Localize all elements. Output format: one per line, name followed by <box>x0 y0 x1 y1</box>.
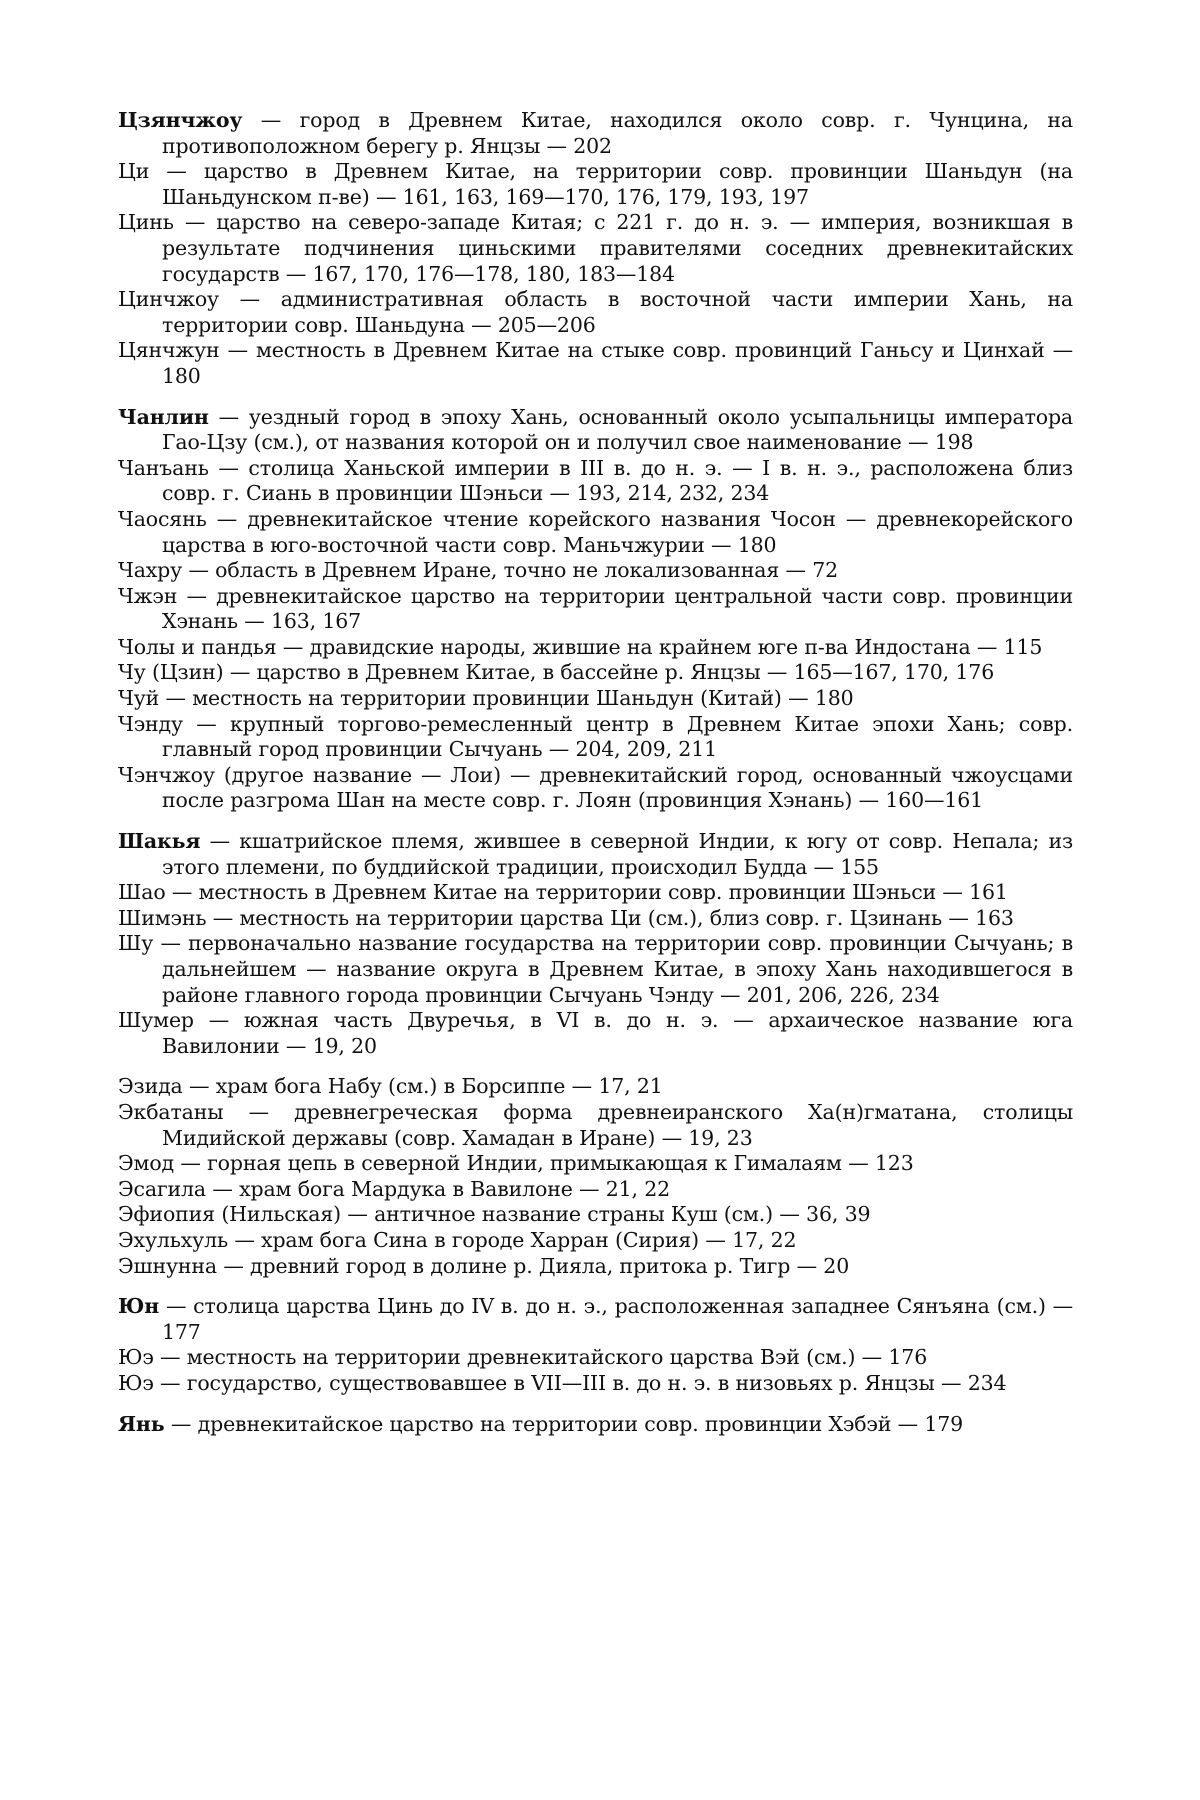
entry-term: Шумер <box>118 1008 194 1033</box>
index-entry <box>118 405 1073 456</box>
entry-text: — царство в Древнем Китае, на территории совр. провинции Шаньдун (на Шаньдунском п-ве) — 161, 163, 169—170, 176, 179, 193, 197 <box>149 159 1073 209</box>
entry-term: Юэ <box>118 1370 154 1395</box>
entry-text: — столица Ханьской империи в III в. до н. э. — I в. н. э., расположена близ совр. г. Сиань в провинции Шэньси — 193, 214, 232, 234 <box>162 455 1073 506</box>
entry-text: — горная цепь в северной Индии, примыкающая к Гималаям — 123 <box>174 1151 914 1176</box>
index-entry <box>118 1371 1073 1397</box>
entry-term: Шакья <box>118 829 201 854</box>
entry-term: Цинь <box>118 210 174 235</box>
index-entry <box>118 1177 1073 1203</box>
index-entry <box>118 712 1073 763</box>
index-entry <box>118 1228 1073 1254</box>
index-entry <box>118 1345 1073 1371</box>
entry-term: Чахру <box>118 558 183 583</box>
entry-text: — столица царства Цинь до IV в. до н. э., расположенная западнее Сянъяна (см.) — 177 <box>159 1294 1073 1344</box>
entry-term: Чжэн <box>118 583 178 608</box>
entry-term: Чолы и пандья <box>118 634 277 659</box>
index-entry <box>118 507 1073 558</box>
entry-term: Цзянчжоу <box>118 108 243 132</box>
entry-term: Чанъань <box>118 455 209 480</box>
entry-term: Шао <box>118 880 166 905</box>
entry-term: Чаосянь <box>118 506 207 531</box>
entry-text: — древний город в долине р. Дияла, притока р. Тигр — 20 <box>216 1253 850 1278</box>
index-section-sh <box>118 829 1073 1059</box>
entry-term: Чуй <box>118 686 160 711</box>
entry-term: Эмод <box>118 1151 174 1176</box>
entry-term: Эсагила <box>118 1176 206 1201</box>
entry-term: Чэнчжоу <box>118 762 215 787</box>
entry-text: (другое название — Лои) — древнекитайский город, основанный чжоусцами после разгрома Шан на месте совр. г. Лоян (провинция Хэнань) — 160—161 <box>162 762 1073 813</box>
entry-term: Ци <box>118 159 150 184</box>
entry-text: — храм бога Мардука в Вавилоне — 21, 22 <box>206 1176 671 1201</box>
entry-text: — царство в Древнем Китае, в бассейне р. Янцзы — 165—167, 170, 176 <box>223 660 995 685</box>
entry-term: Эхульхуль <box>118 1227 228 1252</box>
index-section-e <box>118 1074 1073 1279</box>
entry-text: — город в Древнем Китае, находился около совр. г. Чунцина, на противоположном берегу р. Янцзы — 202 <box>162 108 1073 158</box>
entry-text: — местность в Древнем Китае на территории совр. провинции Шэньси — 161 <box>165 880 1008 905</box>
index-entry <box>118 558 1073 584</box>
index-entry <box>118 931 1073 1008</box>
entry-text: — царство на северо-западе Китая; с 221 г. до н. э. — империя, возникшая в результате подчинения циньскими правителями соседних древнекитайских государств — 167, 170, 176—178, 180, 183—184 <box>162 210 1073 286</box>
index-entry <box>118 210 1073 287</box>
entry-term: Чэнду <box>118 711 183 736</box>
entry-text: — область в Древнем Иране, точно не локализованная — 72 <box>182 558 839 583</box>
index-entry <box>118 1008 1073 1059</box>
entry-text: — кшатрийское племя, жившее в северной Индии, к югу от совр. Непала; из этого племени, по буддийской традиции, происходил Будда — 155 <box>162 829 1073 879</box>
entry-text: — древнекитайское царство на территории центральной части совр. провинции Хэнань — 163, 167 <box>162 583 1073 634</box>
index-entry <box>118 1412 1073 1438</box>
entry-text: — первоначально название государства на территории совр. провинции Сычуань; в дальнейшем — название округа в Древнем Китае, в эпоху Хань находившегося в районе главного города провинции Сычуань Чэнду — 201, 206, 226, 234 <box>153 931 1073 1007</box>
index-entry <box>118 287 1073 338</box>
entry-term: Чанлин <box>118 404 209 429</box>
entry-text: — крупный торгово-ремесленный центр в Древнем Китае эпохи Хань; совр. главный город провинции Сычуань — 204, 209, 211 <box>162 711 1073 762</box>
index-section-ya <box>118 1412 1073 1438</box>
entry-term: Эшнунна <box>118 1253 217 1278</box>
entry-text: — местность на территории древнекитайского царства Вэй (см.) — 176 <box>153 1345 928 1370</box>
entry-term: Экбатаны <box>118 1099 224 1124</box>
entry-term: Чу (Цзин) <box>118 660 224 685</box>
entry-text: — храм бога Сина в городе Харран (Сирия) — 17, 22 <box>227 1227 797 1252</box>
entry-term: Цянчжун <box>118 338 220 363</box>
entry-term: Янь <box>118 1411 165 1436</box>
index-entry <box>118 159 1073 210</box>
index-section-ts <box>118 108 1073 390</box>
index-entry <box>118 660 1073 686</box>
entry-text: — южная часть Двуречья, в VI в. до н. э. — архаическое название юга Вавилонии — 19, 20 <box>162 1008 1073 1058</box>
index-entry <box>118 584 1073 635</box>
entry-term: Шу <box>118 931 154 956</box>
index-entry <box>118 906 1073 932</box>
entry-text: — местность на территории царства Ци (см.), близ совр. г. Цзинань — 163 <box>206 905 1014 930</box>
entry-term: Эзида <box>118 1074 183 1099</box>
entry-text: — дравидские народы, жившие на крайнем юге п-ва Индостана — 115 <box>276 634 1043 659</box>
entry-term: Эфиопия <box>118 1202 215 1227</box>
index-entry <box>118 1254 1073 1280</box>
index-entry <box>118 1100 1073 1151</box>
index-section-ch <box>118 405 1073 815</box>
entry-text: — уездный город в эпоху Хань, основанный около усыпальницы императора Гао-Цзу (см.), от названия которой он и получил свое наименование — 198 <box>162 404 1073 455</box>
entry-term: Цинчжоу <box>118 287 219 312</box>
entry-term: Юэ <box>118 1345 154 1370</box>
entry-term: Шимэнь <box>118 905 207 930</box>
index-entry <box>118 686 1073 712</box>
entry-text: — храм бога Набу (см.) в Борсиппе — 17, 21 <box>182 1074 663 1099</box>
entry-text: — государство, существовавшее в VII—III в. до н. э. в низовьях р. Янцзы — 234 <box>153 1370 1007 1395</box>
entry-text: (Нильская) — античное название страны Куш (см.) — 36, 39 <box>214 1202 871 1227</box>
index-entry <box>118 1151 1073 1177</box>
entry-text: — древнекитайское царство на территории совр. провинции Хэбэй — 179 <box>164 1411 964 1436</box>
index-entry <box>118 338 1073 389</box>
index-section-yu <box>118 1294 1073 1396</box>
index-entry <box>118 1202 1073 1228</box>
entry-text: — древнегреческая форма древнеиранского Ха(н)гматана, столицы Мидийской державы (совр. Хамадан в Иране) — 19, 23 <box>162 1099 1073 1150</box>
entry-text: — местность в Древнем Китае на стыке совр. провинций Ганьсу и Цинхай — 180 <box>162 338 1073 388</box>
entry-term: Юн <box>118 1294 160 1319</box>
entry-text: — древнекитайское чтение корейского названия Чосон — древнекорейского царства в юго-восточной части совр. Маньчжурии — 180 <box>162 506 1073 557</box>
index-entry <box>118 829 1073 880</box>
index-entry <box>118 635 1073 661</box>
index-entry <box>118 108 1073 159</box>
entry-text: — административная область в восточной части империи Хань, на территории совр. Шаньдуна — 205—206 <box>162 287 1073 337</box>
index-entry <box>118 880 1073 906</box>
entry-text: — местность на территории провинции Шаньдун (Китай) — 180 <box>159 686 854 711</box>
index-page <box>118 108 1073 1437</box>
index-entry <box>118 456 1073 507</box>
index-entry <box>118 763 1073 814</box>
index-entry <box>118 1074 1073 1100</box>
index-entry <box>118 1294 1073 1345</box>
